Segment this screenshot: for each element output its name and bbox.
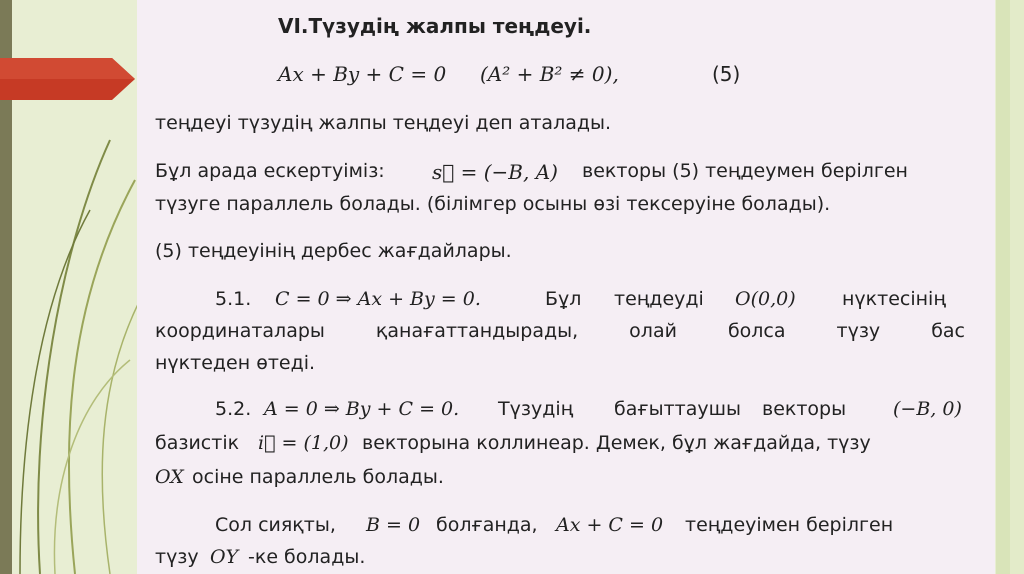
case-5-2-formula: A = 0 ⇒ By + C = 0. — [264, 398, 460, 420]
direction-vector: s⃗ = (−B, A) — [432, 160, 558, 184]
case-b0-mid: болғанда, — [436, 514, 538, 536]
case-5-2-word1: Түзудің — [498, 398, 574, 420]
case-5-2-word3: векторы — [762, 398, 847, 420]
paragraph-definition: теңдеуі түзудің жалпы теңдеуі деп аталады. — [155, 112, 612, 134]
basis-vector: i⃗ = (1,0) — [258, 432, 349, 454]
case-5-1-word3: нүктесінің — [842, 288, 946, 310]
case-5-2-number: 5.2. — [215, 398, 252, 420]
case-5-1-word2: теңдеуді — [614, 288, 704, 310]
case-b0-prefix: Сол сияқты, — [215, 514, 336, 536]
word: түзу — [836, 320, 881, 342]
word: болса — [727, 320, 786, 342]
case-5-1-word1: Бұл — [545, 288, 582, 310]
case-b0-line2-suffix: -ке болады. — [248, 546, 366, 568]
red-arrow-marker — [0, 58, 135, 100]
heading: VI.Түзудің жалпы теңдеуі. — [278, 14, 592, 38]
equation-condition: (A² + B² ≠ 0), — [480, 62, 619, 86]
ox-axis-label: OX — [155, 466, 184, 488]
word: координаталары — [155, 320, 325, 342]
case-b0-line2-prefix: түзу — [155, 546, 199, 568]
paragraph-remark-prefix: Бұл арада ескертуіміз: — [155, 160, 385, 182]
case-5-1-point: O(0,0) — [735, 288, 796, 310]
paragraph-remark-line2: түзуге параллель болады. (білімгер осыны өзі тексеруіне болады). — [155, 193, 831, 215]
case-5-2-line2-suffix: векторына коллинеар. Демек, бұл жағдайда, түзу — [362, 432, 871, 454]
case-b0-condition: B = 0 — [366, 514, 421, 536]
equation-formula: Ax + By + C = 0 — [278, 62, 447, 86]
right-inner-stripe — [1010, 0, 1024, 574]
case-b0-formula: Ax + C = 0 — [556, 514, 664, 536]
case-5-2-line3-suffix: осіне параллель болады. — [192, 466, 444, 488]
paragraph-remark-suffix: векторы (5) теңдеумен берілген — [582, 160, 908, 182]
equation-number: (5) — [712, 62, 741, 86]
case-5-2-vector: (−B, 0) — [893, 398, 962, 420]
case-b0-suffix: теңдеуімен берілген — [685, 514, 894, 536]
case-5-1-line2 — [155, 320, 965, 342]
case-5-1-line3: нүктеден өтеді. — [155, 352, 316, 374]
case-5-1-number: 5.1. — [215, 288, 252, 310]
word: қанағаттандырады, — [375, 320, 579, 342]
word: олай — [629, 320, 677, 342]
case-5-1-formula: C = 0 ⇒ Ax + By = 0. — [275, 288, 481, 310]
case-5-2-line2-prefix: базистік — [155, 432, 240, 454]
word: бас — [931, 320, 965, 342]
case-5-2-word2: бағыттаушы — [614, 398, 741, 420]
special-cases-title: (5) теңдеуінің дербес жағдайлары. — [155, 240, 512, 262]
oy-axis-label: OY — [210, 546, 239, 568]
